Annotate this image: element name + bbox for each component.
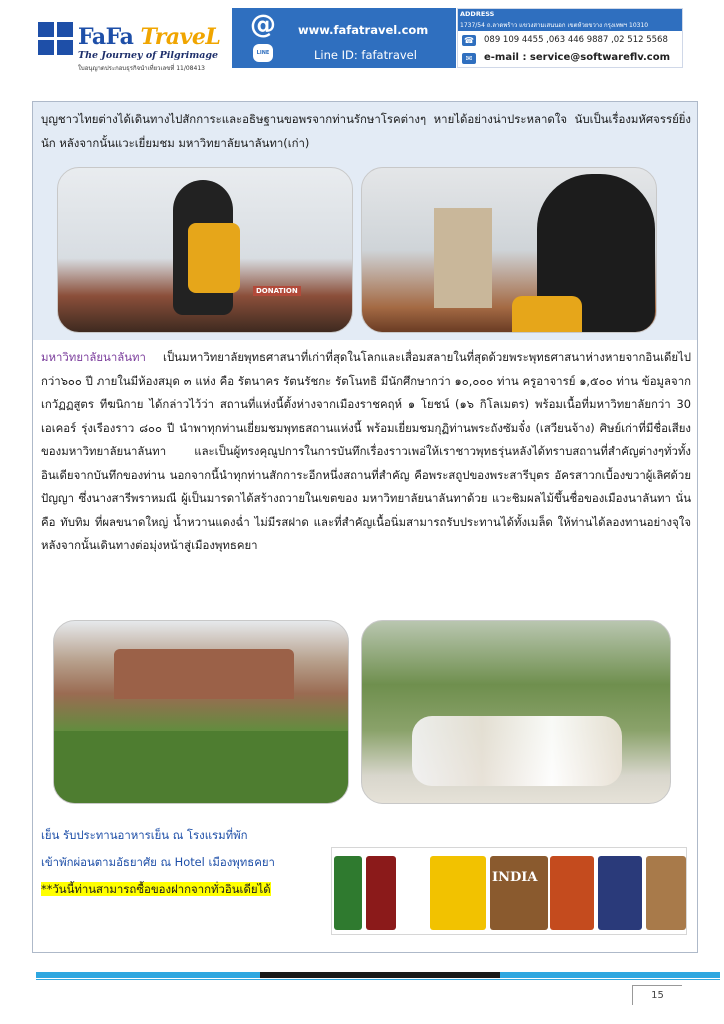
line-id: Line ID: fafatravel bbox=[314, 48, 417, 62]
nalanda-ruins-photo bbox=[53, 620, 349, 804]
lawn-area bbox=[54, 731, 349, 804]
nalanda-highlight: มหาวิทยาลัยนาลันทา bbox=[41, 350, 146, 364]
phone-icon: ☎ bbox=[462, 35, 476, 46]
product-box bbox=[334, 856, 362, 930]
address-panel bbox=[457, 8, 683, 68]
product-box bbox=[430, 856, 486, 930]
dinner-line: เย็น รับประทานอาหารเย็น ณ โรงแรมที่พัก bbox=[41, 828, 248, 842]
india-photo-book bbox=[490, 856, 548, 930]
page-header bbox=[0, 0, 724, 70]
company-logo bbox=[8, 8, 230, 72]
mail-icon: ✉ bbox=[462, 53, 476, 64]
content-frame bbox=[32, 101, 698, 953]
pilgrim-group bbox=[412, 716, 622, 786]
address-text: 1737/54 ถ.ลาดพร้าว แขวงสามเสนนอก เขตห้วยขวาง กรุงเทพฯ 10310 bbox=[460, 22, 649, 29]
web-contact-panel bbox=[232, 8, 456, 68]
product-box bbox=[366, 856, 396, 930]
logo-mark-icon bbox=[38, 22, 74, 56]
saffron-robe bbox=[512, 296, 582, 333]
pilgrim-group-photo bbox=[361, 620, 671, 804]
shrine-doorway bbox=[434, 208, 492, 308]
at-sign-icon: @ bbox=[250, 10, 276, 40]
donation-sign: DONATION bbox=[253, 286, 301, 296]
shopping-note: **วันนี้ท่านสามารถซื้อของฝากจากทั่วอินเดียได้ bbox=[41, 882, 271, 896]
saffron-robe bbox=[188, 223, 240, 293]
line-app-icon: LINE bbox=[253, 44, 273, 62]
book-title: INDIA bbox=[492, 870, 538, 885]
evening-schedule bbox=[41, 822, 341, 903]
address-bar bbox=[458, 9, 682, 31]
footer-bar-accent bbox=[260, 972, 500, 978]
address-label: ADDRESS bbox=[460, 10, 495, 18]
intro-section bbox=[33, 102, 697, 340]
page-number: 15 bbox=[632, 985, 682, 1005]
ruins-structure bbox=[114, 649, 294, 699]
product-box bbox=[598, 856, 642, 930]
brand-name: FaFa TraveL bbox=[78, 24, 221, 50]
tea-glasses bbox=[646, 856, 686, 930]
intro-paragraph: บุญชาวไทยต่างได้เดินทางไปสักการะและอธิษฐานขอพรจากท่านรักษาโรคต่างๆ หายได้อย่างน่าประหลาดใจ นับเป็นเรื่องมหัศจรรย์ยิ่งนัก หลังจากนั้นแวะเยี่ยมชม มหาวิทยาลัยนาลันทา(เก่า) bbox=[41, 112, 691, 150]
product-box bbox=[550, 856, 594, 930]
hotel-line: เข้าพักผ่อนตามอัธยาศัย ณ Hotel เมืองพุทธคยา bbox=[41, 855, 275, 869]
footer-divider bbox=[36, 979, 720, 980]
website-link[interactable]: www.fafatravel.com bbox=[298, 23, 429, 37]
buddha-statue-photo bbox=[57, 167, 353, 333]
phone-numbers: 089 109 4455 ,063 446 9887 ,02 512 5568 bbox=[484, 35, 668, 45]
pilgrims-shrine-photo bbox=[361, 167, 657, 333]
souvenir-products-image bbox=[331, 847, 687, 935]
brand-tagline: The Journey of Pilgrimage bbox=[78, 50, 219, 61]
email-address: e-mail : service@softwareflv.com bbox=[484, 52, 671, 63]
nalanda-paragraph bbox=[41, 346, 691, 558]
license-number: ใบอนุญาตประกอบธุรกิจนำเที่ยวเลขที่ 11/08413 bbox=[78, 65, 205, 72]
nalanda-text: เป็นมหาวิทยาลัยพุทธศาสนาที่เก่าที่สุดในโลกและเสื่อมสลายในที่สุดด้วยพระพุทธศาสนาห่างหายจากอินเดียไปกว่า๖๐๐ ปี ภายในมีห้องสมุด ๓ แห่ง คือ รัตนาคร รัตนรัชกะ รัตโนทธิ มีนักศึกษากว่า ๑๐,๐๐๐ ท่าน ครูอาจารย์ ๑,๕๐๐ ท่าน ข้อมูลจากเกวัฏฏสูตร ทีฆนิกาย ได้กล่าวไว้ว่า สถานที่แห่งนี้ตั้งห่างจากเมืองราชคฤห์ ๑ โยชน์ (๑๖ กิโลเมตร) พร้อมเนื้อที่มหาวิทยาลัยกว่า 30 เอเคอร์ รุ่งเรืองราว ๘๐๐ ปี นำพาทุกท่านเยี่ยมชมพุทธสถานแห่งนี้ พร้อมเยี่ยมชมกุฏิท่านพระถังซัมจั๋ง (เสวียนจ้าง) ศิษย์เก่าที่มีชื่อเสียงของมหาวิทยาลัยนาลันทา และเป็นผู้ทรงคุณูปการในการบันทึกเรื่องราวเพอ่ให้เราชาวพุทธรุ่นหลังได้ทราบสถานที่สำคัญต่างๆทั่วทั้งอินเดียจากบันทึกของท่าน นอกจากนี้นำทุกท่านสักการะอีกหนึ่งสถานที่สำคัญ คือพระสถูปของพระสารีบุตร อัครสาวกเบื้องขวาผู้เลิศด้วยปัญญา ซึ่งนางสารีพราหมณี ผู้เป็นมารดาได้สร้างถวายในเขตของ มหาวิทยาลัยนาลันทาด้วย แวะชิมผลไม้ขึ้นชื่อของเมืองนาลันทา นั่นคือ ทับทิม ที่ผลขนาดใหญ่ น้ำหวานแดงฉ่ำ ไม่มีรสฝาด และที่สำคัญเนื้อนิ่มสามารถรับประทานได้ทั้งเมล็ด ให้ท่านได้ลองทานอย่างจุใจ หลังจากนั้นเดินทางต่อมุ่งหน้าสู่เมืองพุทธคยา bbox=[41, 350, 691, 552]
